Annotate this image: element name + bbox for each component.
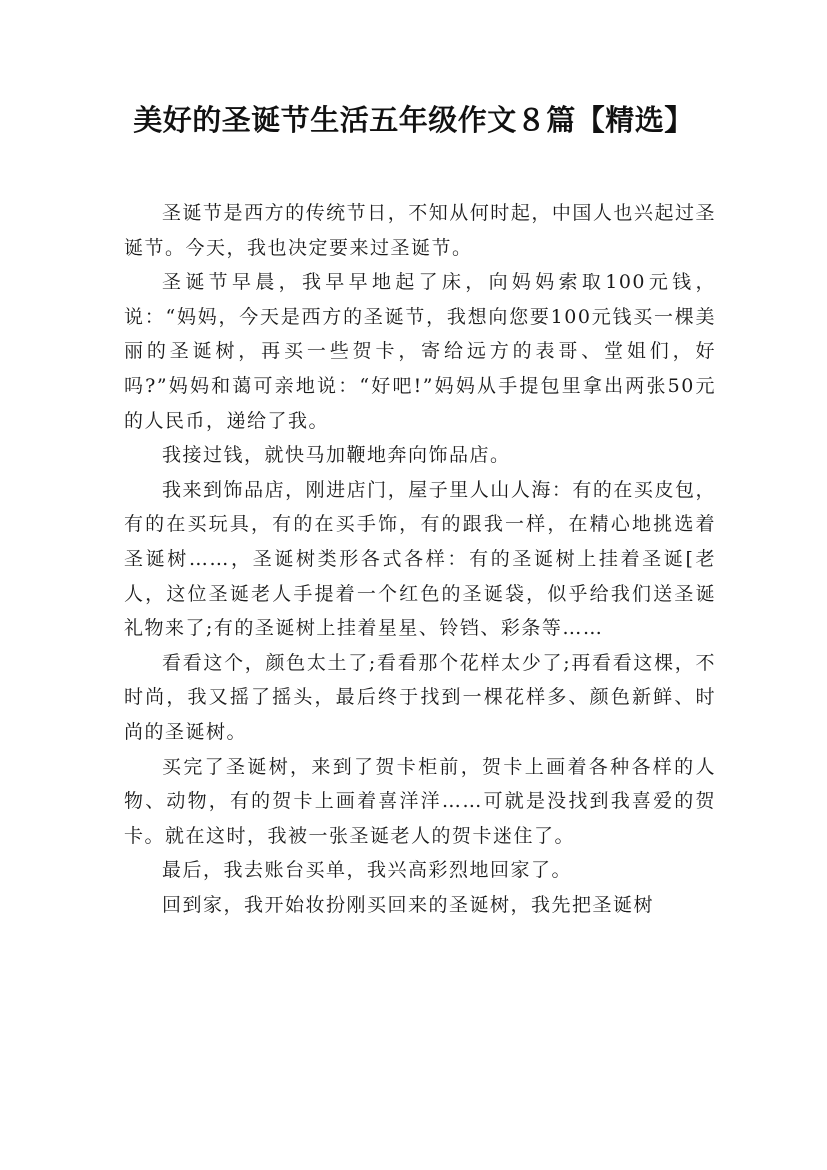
paragraph: 我接过钱，就快马加鞭地奔向饰品店。: [162, 444, 511, 467]
document-body: [124, 196, 716, 922]
document-title: 美好的圣诞节生活五年级作文８篇【精选】: [133, 103, 694, 137]
paragraph: 我来到饰品店，刚进店门，屋子里人山人海：有的在买皮包，有的在买玩具，有的在买手饰，有的跟我一样，在精心地挑选着圣诞树……，圣诞树类形各式各样：有的圣诞树上挂着圣诞[老人，这位圣诞老人手提着一个红色的圣诞袋，似乎给我们送圣诞礼物来了;有的圣诞树上挂着星星、铃铛、彩条等……: [124, 478, 716, 640]
paragraph: 看看这个，颜色太土了;看看那个花样太少了;再看看这棵，不时尚，我又摇了摇头，最后终于找到一棵花样多、颜色新鲜、时尚的圣诞树。: [124, 651, 716, 743]
paragraph: 回到家，我开始妆扮刚买回来的圣诞树，我先把圣诞树: [162, 893, 655, 916]
paragraph: 最后，我去账台买单，我兴高彩烈地回家了。: [162, 859, 573, 882]
paragraph: 圣诞节是西方的传统节日，不知从何时起，中国人也兴起过圣诞节。今天，我也决定要来过圣诞节。: [124, 202, 716, 259]
paragraph: 圣诞节早晨，我早早地起了床，向妈妈索取100元钱，说：“妈妈，今天是西方的圣诞节，我想向您要100元钱买一棵美丽的圣诞树，再买一些贺卡，寄给远方的表哥、堂姐们，好吗?”妈妈和蔼可亲地说：“好吧!”妈妈从手提包里拿出两张50元的人民币，递给了我。: [124, 271, 716, 432]
paragraph: 买完了圣诞树，来到了贺卡柜前，贺卡上画着各种各样的人物、动物，有的贺卡上画着喜洋洋……可就是没找到我喜爱的贺卡。就在这时，我被一张圣诞老人的贺卡迷住了。: [124, 755, 716, 847]
